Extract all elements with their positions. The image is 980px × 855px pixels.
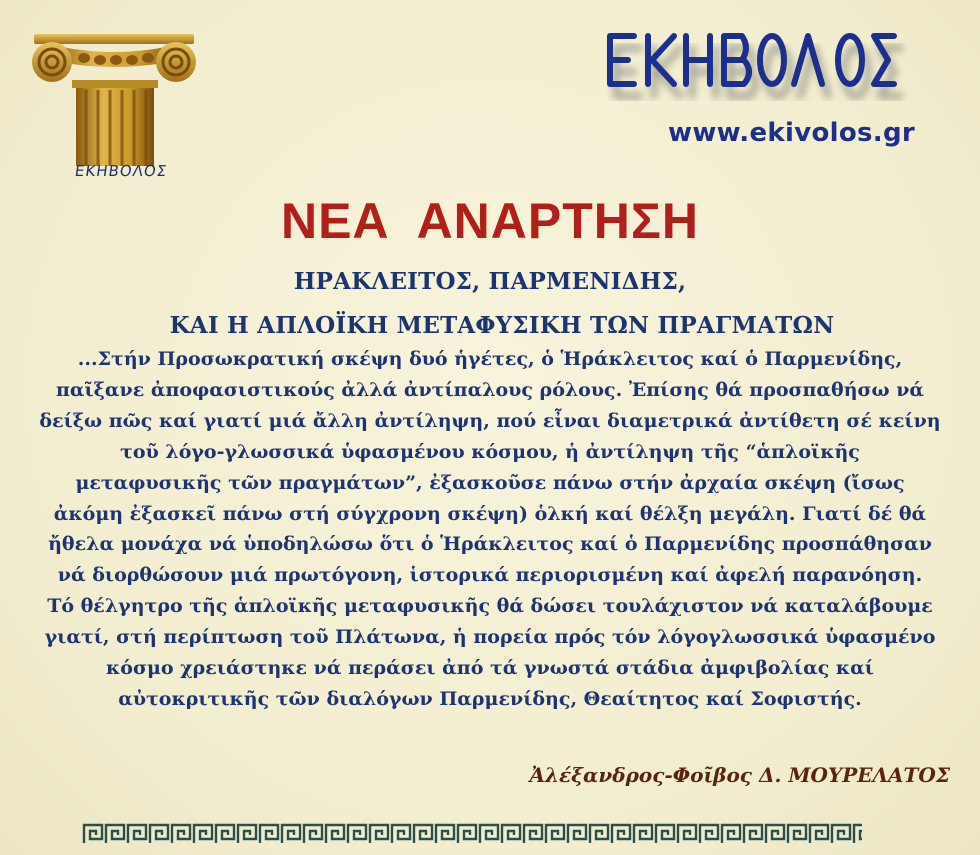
- brand-wordmark-logo: [602, 22, 942, 112]
- column-logo-text: ΕΚΗΒΟΛΟΣ: [73, 162, 169, 180]
- ionic-column-icon: [28, 16, 200, 166]
- headline-new-post: ΝΕΑ ΑΝΑΡΤΗΣΗ: [280, 193, 700, 249]
- excerpt-line: νά διορθώσουν μιά πρωτόγονη, ἱστορικά περιορισμένη καί ἀφελή παρανόηση.: [57, 564, 923, 587]
- excerpt-line: γιατί, στή περίπτωση τοῦ Πλάτωνα, ἡ πορεία πρός τόν λόγογλωσσικά ὑφασμένο: [44, 626, 936, 649]
- excerpt-line: αὐτοκριτικῆς τῶν διαλόγων Παρμενίδης, Θεαίτητος καί Σοφιστής.: [118, 687, 862, 710]
- excerpt-line: κόσμο χρειάστηκε νά περάσει ἀπό τά γνωστά στάδια ἀμφιβολίας καί: [106, 657, 874, 680]
- brand-wordmark-icon: [602, 22, 942, 112]
- excerpt-line: παῖξανε ἀποφασιστικούς ἀλλά ἀντίπαλους ρόλους. Ἐπίσης θά προσπαθήσω νά: [55, 378, 925, 401]
- site-url-link[interactable]: www.ekivolos.gr: [668, 118, 915, 148]
- greek-key-border-icon: [82, 823, 862, 845]
- excerpt-line: μεταφυσικῆς τῶν πραγμάτων”, ἐξασκοῦσε πάνω στήν ἀρχαία σκέψη (ἴσως: [75, 471, 905, 494]
- excerpt-line: Τό θέλγητρο τῆς ἁπλοϊκῆς μεταφυσικῆς θά δώσει τουλάχιστον νά καταλάβουμε: [47, 595, 933, 618]
- excerpt-line: ...Στήν Προσωκρατική σκέψη δυό ἡγέτες, ὁ Ἡράκλειτος καί ὁ Παρμενίδης,: [77, 348, 903, 370]
- excerpt-line: τοῦ λόγο-γλωσσικά ὑφασμένου κόσμου, ἡ ἀντίληψη τῆς “ἁπλοϊκῆς: [120, 440, 860, 463]
- subtitle-line-2: ΚΑΙ Η ΑΠΛΟΪΚΗ ΜΕΤΑΦΥΣΙΚΗ ΤΩΝ ΠΡΑΓΜΑΤΩΝ: [169, 312, 835, 339]
- excerpt-line: ἀκόμη ἐξασκεῖ πάνω στή σύγχρονη σκέψη) ὁλκή καί θέλξη μεγάλη. Γιατί δέ θά: [53, 502, 927, 525]
- subtitle-line-1: ΗΡΑΚΛΕΙΤΟΣ, ΠΑΡΜΕΝΙΔΗΣ,: [293, 268, 687, 295]
- excerpt-line: δείξω πῶς καί γιατί μιά ἄλλη ἀντίληψη, πού εἶναι διαμετρικά ἀντίθετη σέ κείνη: [39, 409, 941, 432]
- excerpt-line: ἤθελα μονάχα νά ὑποδηλώσω ὅτι ὁ Ἡράκλειτος καί ὁ Παρμενίδης προσπάθησαν: [48, 533, 932, 556]
- article-excerpt: [12, 344, 968, 715]
- author-signature: Ἀλέξανδρος-Φοῖβος Δ. ΜΟΥΡΕΛΑΤΟΣ: [529, 763, 950, 787]
